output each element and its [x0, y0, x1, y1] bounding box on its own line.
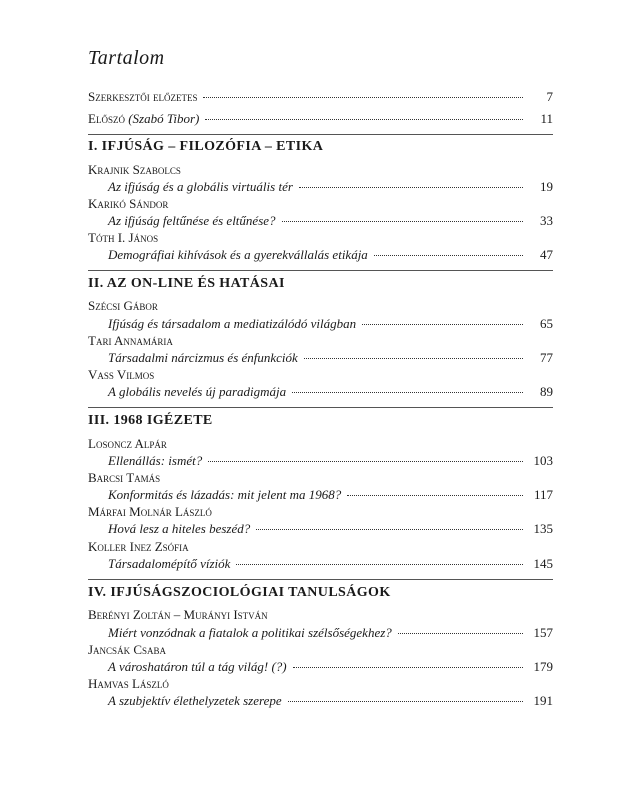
page-number: 65	[540, 316, 553, 331]
entry-title: Hová lesz a hiteles beszéd?	[108, 521, 251, 536]
toc-entry-front	[88, 111, 553, 127]
dot-leader	[282, 221, 523, 222]
section-rule	[88, 134, 553, 135]
entry-title: Konformitás és lázadás: mit jelent ma 1968?	[108, 487, 342, 502]
toc-entry	[108, 487, 553, 503]
dot-leader	[374, 255, 523, 256]
entry-title: Ifjúság és társadalom a mediatizálódó világban	[108, 316, 357, 331]
page-number: 145	[533, 556, 553, 571]
dot-leader	[203, 97, 523, 98]
page-number: 157	[533, 625, 553, 640]
toc-entry	[108, 659, 553, 675]
entry-author: Barcsi Tamás	[88, 470, 161, 485]
page-number: 11	[540, 111, 553, 126]
entry-author: Tari Annamária	[88, 333, 173, 348]
section-heading: II. AZ ON-LINE ÉS HATÁSAI	[88, 276, 285, 291]
toc-entry	[108, 556, 553, 572]
dot-leader	[288, 701, 523, 702]
page-number: 89	[540, 384, 553, 399]
entry-author: Márfai Molnár László	[88, 504, 212, 519]
dot-leader	[347, 495, 523, 496]
section-heading: III. 1968 IGÉZETE	[88, 413, 213, 428]
toc-entry	[108, 693, 553, 709]
dot-leader	[299, 187, 523, 188]
page-number: 47	[540, 247, 553, 262]
section-heading: I. IFJÚSÁG – FILOZÓFIA – ETIKA	[88, 139, 324, 154]
entry-author: Losoncz Alpár	[88, 436, 167, 451]
page-number: 135	[533, 521, 553, 536]
dot-leader	[304, 358, 523, 359]
dot-leader	[208, 461, 523, 462]
dot-leader	[292, 392, 523, 393]
entry-title: Miért vonzódnak a fiatalok a politikai szélsőségekhez?	[108, 625, 392, 640]
toc-entry	[108, 316, 553, 332]
dot-leader	[236, 564, 523, 565]
entry-title: A városhatáron túl a tág világ! (?)	[108, 659, 287, 674]
toc-entry	[108, 521, 553, 537]
entry-author: Tóth I. János	[88, 230, 159, 245]
toc-entry-front	[88, 89, 553, 105]
entry-title: A szubjektív élethelyzetek szerepe	[108, 693, 282, 708]
page-number: 77	[540, 350, 553, 365]
dot-leader	[293, 667, 523, 668]
page-number: 191	[533, 693, 553, 708]
entry-title: Ellenállás: ismét?	[108, 453, 203, 468]
dot-leader	[398, 633, 523, 634]
entry-title: Társadalmi nárcizmus és énfunkciók	[108, 350, 298, 365]
entry-author: Karikó Sándor	[88, 196, 169, 211]
toc-entry	[108, 179, 553, 195]
page-number: 117	[533, 487, 553, 502]
section-heading: IV. IFJÚSÁGSZOCIOLÓGIAI TANULSÁGOK	[88, 585, 391, 600]
entry-title: A globális nevelés új paradigmája	[108, 384, 287, 399]
section-rule	[88, 270, 553, 271]
dot-leader	[205, 119, 523, 120]
entry-author: Berényi Zoltán – Murányi István	[88, 607, 268, 622]
page-number: 19	[540, 179, 553, 194]
toc-entry	[108, 247, 553, 263]
dot-leader	[362, 324, 523, 325]
toc-entry	[108, 625, 553, 641]
entry-author: Krajnik Szabolcs	[88, 162, 181, 177]
page-title: Tartalom	[88, 47, 165, 69]
entry-title: Társadalomépítő víziók	[108, 556, 231, 571]
page-number: 103	[533, 453, 553, 468]
entry-title: Az ifjúság feltűnése és eltűnése?	[108, 213, 276, 228]
entry-author: Koller Inez Zsófia	[88, 539, 189, 554]
section-rule	[88, 579, 553, 580]
entry-title: Az ifjúság és a globális virtuális tér	[108, 179, 293, 194]
toc-entry	[108, 350, 553, 366]
toc-entry	[108, 213, 553, 229]
entry-author: Vass Vilmos	[88, 367, 155, 382]
toc-entry	[108, 384, 553, 400]
toc-entry	[108, 453, 553, 469]
page-number: 33	[540, 213, 553, 228]
section-rule	[88, 407, 553, 408]
page-number: 7	[546, 89, 553, 104]
entry-title: Demográfiai kihívások és a gyerekvállalás etikája	[108, 247, 368, 262]
page-number: 179	[533, 659, 553, 674]
entry-label: Előszó (Szabó Tibor)	[88, 111, 200, 126]
entry-label: Szerkesztői előzetes	[88, 89, 198, 104]
entry-author: Hamvas László	[88, 676, 169, 691]
entry-author: Jancsák Csaba	[88, 642, 166, 657]
dot-leader	[256, 529, 523, 530]
entry-author: Szécsi Gábor	[88, 298, 158, 313]
